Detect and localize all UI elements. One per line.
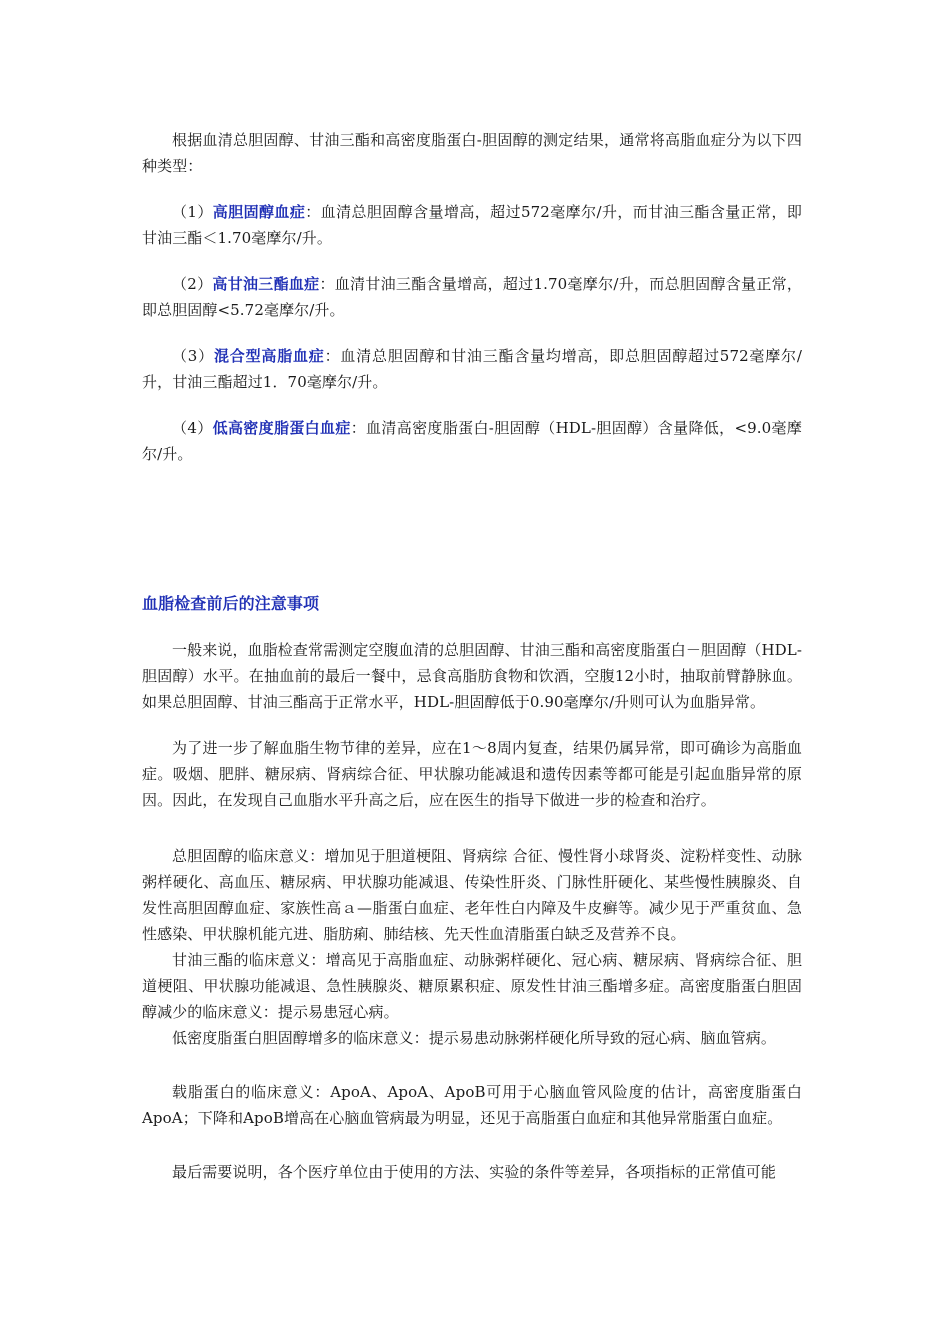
type-name: 高胆固醇血症 <box>212 203 306 221</box>
type-name: 低高密度脂蛋白血症 <box>212 419 351 437</box>
type-desc: ：血清总胆固醇和甘油三酯含量均增高，即总胆固醇超过572毫摩尔/升，甘油三酯超过1．70毫摩尔/升。 <box>142 347 803 391</box>
type-desc: ：血清总胆固醇含量增高，超过572毫摩尔/升，而甘油三酯含量正常，即甘油三酯＜1.70毫摩尔/升。 <box>142 203 802 247</box>
section-title: 血脂检查前后的注意事项 <box>142 594 320 613</box>
paragraph-final-note: 最后需要说明，各个医疗单位由于使用的方法、实验的条件等差异，各项指标的正常值可能 <box>172 1163 777 1181</box>
type-prefix: （1） <box>172 203 213 221</box>
paragraph-ldl: 低密度脂蛋白胆固醇增多的临床意义：提示易患动脉粥样硬化所导致的冠心病、脑血管病。 <box>172 1029 777 1047</box>
type-item-3 <box>142 343 802 395</box>
type-prefix: （4） <box>172 419 213 437</box>
type-item-4 <box>142 415 802 467</box>
document-body <box>142 127 802 1185</box>
type-name: 高甘油三酯血症 <box>212 275 320 293</box>
type-desc: ：血清甘油三酯含量增高，超过1.70毫摩尔/升，而总胆固醇含量正常，即总胆固醇<5.72毫摩尔/升。 <box>142 275 803 319</box>
paragraph-apolipoprotein: 载脂蛋白的临床意义：ApoA、ApoA、ApoB可用于心脑血管风险度的估计，高密度脂蛋白ApoA；下降和ApoB增高在心脑血管病最为明显，还见于高脂蛋白血症和其他异常脂蛋白血症。 <box>142 1083 802 1127</box>
type-prefix: （3） <box>172 347 214 365</box>
type-desc: ：血清高密度脂蛋白-胆固醇（HDL-胆固醇）含量降低，<9.0毫摩尔/升。 <box>142 419 803 463</box>
intro-paragraph: 根据血清总胆固醇、甘油三酯和高密度脂蛋白-胆固醇的测定结果，通常将高脂血症分为以下四种类型： <box>142 131 802 175</box>
paragraph-fasting: 一般来说，血脂检查常需测定空腹血清的总胆固醇、甘油三酯和高密度脂蛋白－胆固醇（HDL-胆固醇）水平。在抽血前的最后一餐中，忌食高脂肪食物和饮酒，空腹12小时，抽取前臂静脉血。如果总胆固醇、甘油三酯高于正常水平，HDL-胆固醇低于0.90毫摩尔/升则可认为血脂异常。 <box>142 641 802 711</box>
paragraph-recheck: 为了进一步了解血脂生物节律的差异，应在1～8周内复查，结果仍属异常，即可确诊为高脂血症。吸烟、肥胖、糖尿病、肾病综合征、甲状腺功能减退和遗传因素等都可能是引起血脂异常的原因。因此，在发现自己血脂水平升高之后，应在医生的指导下做进一步的检查和治疗。 <box>142 739 802 809</box>
type-item-2 <box>142 271 802 323</box>
type-name: 混合型高脂血症 <box>213 347 325 365</box>
type-item-1 <box>142 199 802 251</box>
paragraph-cholesterol: 总胆固醇的临床意义：增加见于胆道梗阻、肾病综 合征、慢性肾小球肾炎、淀粉样变性、动脉粥样硬化、高血压、糖尿病、甲状腺功能减退、传染性肝炎、门脉性肝硬化、某些慢性胰腺炎、自发性高胆固醇血症、家族性高ａ—脂蛋白血症、老年性白内障及牛皮癣等。减少见于严重贫血、急性感染、甲状腺机能亢进、脂肪痢、肺结核、先天性血清脂蛋白缺乏及营养不良。 <box>142 847 802 943</box>
type-prefix: （2） <box>172 275 213 293</box>
paragraph-triglyceride: 甘油三酯的临床意义：增高见于高脂血症、动脉粥样硬化、冠心病、糖尿病、肾病综合征、胆道梗阻、甲状腺功能减退、急性胰腺炎、糖原累积症、原发性甘油三酯增多症。高密度脂蛋白胆固醇减少的临床意义：提示易患冠心病。 <box>142 951 802 1021</box>
